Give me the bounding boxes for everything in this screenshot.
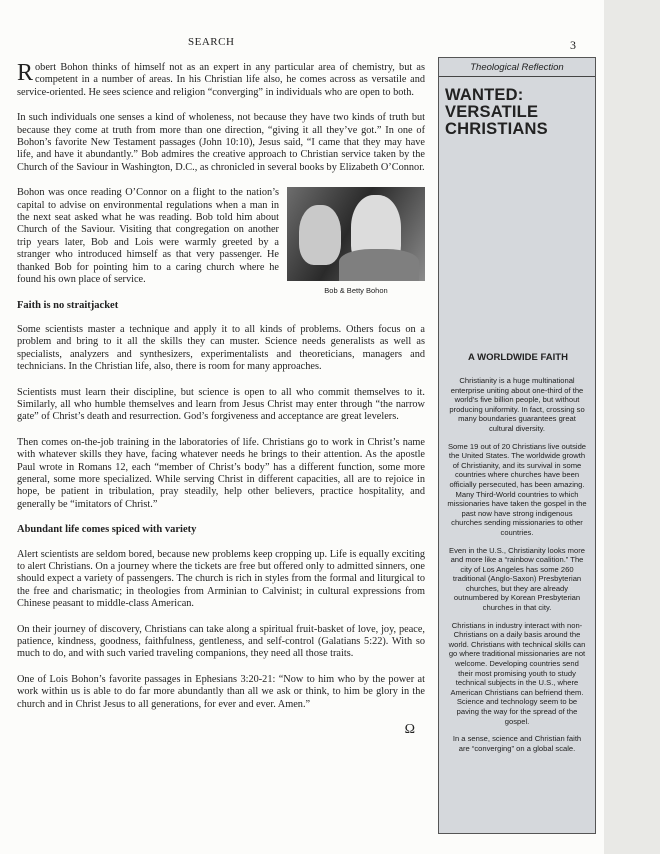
page-edge [604,0,660,854]
sidebar-paragraph: Christians in industry interact with non-Christians on a daily basis around the world. Christians with technical skills can go where traditional missionaries are not welcome. Developing countries send their most promising youth to study technical subjects in the U.S., where American Christians can befriend them. Science and technology seem to be paving the way for the spread of the gospel. [448,620,586,726]
running-header: SEARCH [188,36,235,48]
page-number: 3 [570,38,576,52]
paragraph: Then comes on-the-job training in the laboratories of life. Christians go to work in Christ’s name with whatever skills they have, facing whatever needs he brings to their attention. As the apostle Paul wrote in Romans 12, each “member of Christ’s body” has a different function, some more general, some more specialized. While serving Christ in different capacities, all are to rejoice in hope, be patient in tribulation, pray steadily, help other believers, practice hospitality, and generally be “imitators of Christ.” [17,436,425,510]
end-mark: Ω [404,722,415,738]
couple-photo [287,187,425,281]
photo-figure [287,187,425,297]
subheading: Faith is no straitjacket [17,299,119,311]
sidebar-body [447,376,587,761]
sidebar-section-heading: A WORLDWIDE FAITH [468,352,568,363]
paragraph: Bohon was once reading O’Connor on a flight to the nation’s capital to advise on environmental regulations when a man in the next seat asked what he was reading. Bob told him about Church of the Saviour. Visiting that congregation on another trip years later, Bob and Lois were warmly greeted by a stranger who introduced himself as that very passenger. He thanked Bob for pointing him to a caring church where he found his own place of service. [17,187,279,286]
article-body [17,62,425,736]
paragraph: One of Lois Bohon’s favorite passages in Ephesians 3:20-21: “Now to him who by the power at work within us is able to do far more abundantly than all we ask or think, to him be glory in the church and in Christ Jesus to all generations, for ever and ever. Amen.” [17,673,425,710]
photo-caption: Bob & Betty Bohon [324,286,388,296]
paragraph: Scientists must learn their discipline, but science is open to all who commit themselves to it. Similarly, all who humble themselves and learn from Jesus Christ may enter through “the narrow gate” of Christ’s death and resurrection. God’s forgiveness and acceptance are great levelers. [17,386,425,423]
sidebar-paragraph: Christianity is a huge multinational enterprise uniting about one-third of the world’s five billion people, but without producing uniformity. In fact, crossing so many boundaries guarantees great cultural diversity. [449,376,585,433]
paragraph: On their journey of discovery, Christians can take along a spiritual fruit-basket of love, joy, peace, patience, kindness, goodness, faithfulness, gentleness, and self-control (Galatians 5:22). With so much to do, and with such varied traveling companions, they need all those traits. [17,623,425,660]
sidebar-paragraph: Some 19 out of 20 Christians live outside the United States. The worldwide growth of Christianity, and its survival in some countries where churches have been officially persecuted, has been amazing. Many Third-World countries to which missionaries have taken the gospel in the past now have strong indigenous churches sending missionaries to other countries. [447,441,587,537]
paragraph: Alert scientists are seldom bored, because new problems keep cropping up. Life is equally exciting to alert Christians. On a journey where the tickets are free but offered only to admitted sinners, one should expect a variety of passengers. The church is rich in styles from the formal and liturgical to the free and charismatic; in theologies from Arminian to Calvinist; in cultural expressions from Chinese peasant to middle-class American. [17,548,425,610]
sidebar-paragraph: In a sense, science and Christian faith are “converging” on a global scale. [452,734,582,753]
drop-cap: R [17,60,34,86]
sidebar-kicker: Theological Reflection [439,58,595,77]
paragraph: Some scientists master a technique and apply it to all kinds of problems. Others focus on a problem and bring to it all the skills they can muster. Science needs generalists as well as specialists, analyzers and synthesizers, experimentalists and theoreticians, managers and technicians. In the Christian life, also, there is room for many approaches. [17,323,425,373]
sidebar-title: WANTED: VERSATILE CHRISTIANS [445,86,548,138]
sidebar-box [438,57,596,834]
paragraph: Robert Bohon thinks of himself not as an expert in any particular area of chemistry, but as competent in a number of areas. In his Christian life also, he comes across as versatile and service-oriented. He sees science and religion “converging” in individuals who are open to both. [17,60,425,98]
subheading: Abundant life comes spiced with variety [17,524,197,536]
paragraph: In such individuals one senses a kind of wholeness, not because they have two kinds of truth but because they come at truth from more than one direction, “giving it all they’ve got.” In one of Bohon’s favorite New Testament passages (John 10:10), Jesus said, “I came that they may have life, and have it abundantly.” Bob admires the creative approach to Christian service taken by the Church of the Saviour in Washington, D.C., as chronicled in several books by Elizabeth O’Connor. [17,112,425,173]
sidebar-paragraph: Even in the U.S., Christianity looks more and more like a “rainbow coalition.” The city of Los Angeles has some 260 traditional (Anglo-Saxon) Presbyterian churches, but they are already outnumbered by Korean Presbyterian churches in that city. [449,545,585,613]
